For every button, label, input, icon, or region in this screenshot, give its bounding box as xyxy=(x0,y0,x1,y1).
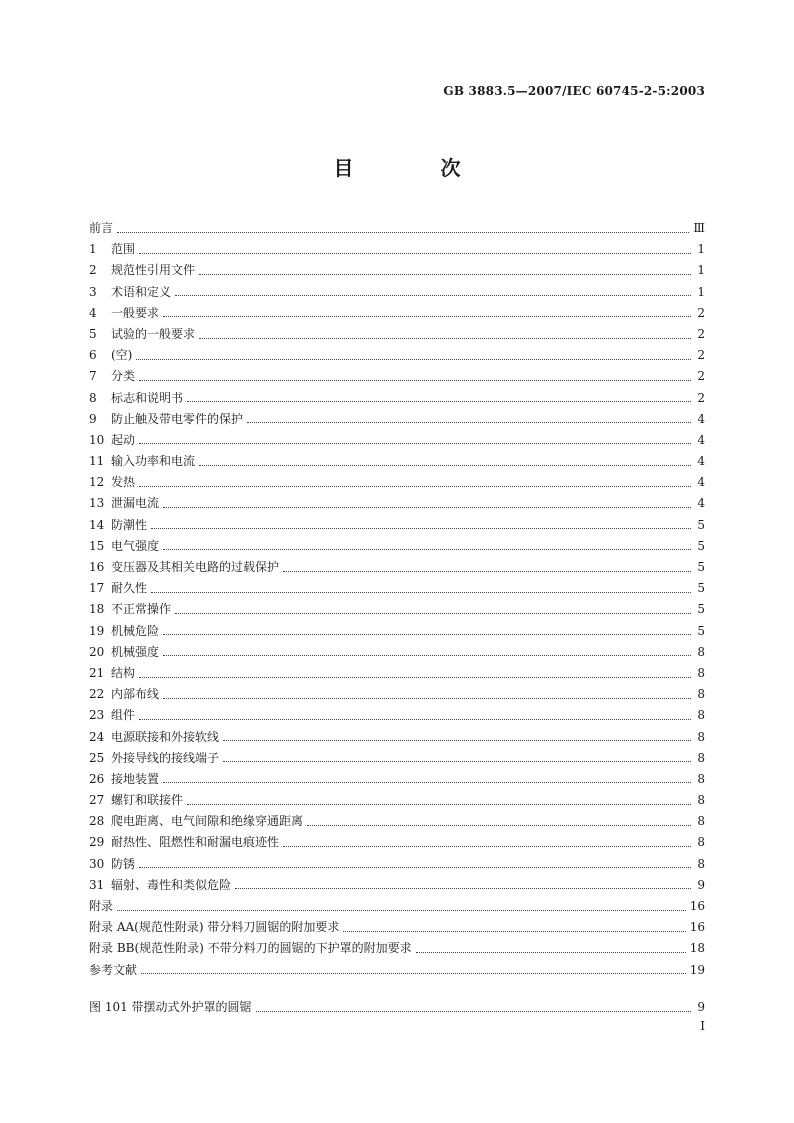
toc-entry[interactable] xyxy=(89,260,705,281)
toc-entry[interactable] xyxy=(89,875,705,896)
toc-entry-page: 18 xyxy=(689,941,705,956)
toc-entry[interactable] xyxy=(89,451,705,472)
toc-entry-title: 防锈 xyxy=(111,856,136,871)
toc-entry-number: 8 xyxy=(89,390,97,405)
toc-entry-title: 组件 xyxy=(111,708,136,723)
toc-entry-title: 附录 xyxy=(89,899,114,913)
toc-entry-title: 内部布线 xyxy=(111,687,160,702)
toc-entry[interactable] xyxy=(89,303,705,324)
dot-leader xyxy=(139,252,691,254)
toc-entry-page: 2 xyxy=(697,326,705,341)
toc-entry[interactable] xyxy=(89,960,705,981)
toc-entry-title: 不正常操作 xyxy=(111,602,172,617)
toc-entry[interactable] xyxy=(89,599,705,620)
toc-entry-title: 标志和说明书 xyxy=(111,390,184,405)
dot-leader xyxy=(175,612,691,614)
dot-leader xyxy=(117,231,689,233)
toc-entry-page: 8 xyxy=(697,793,705,808)
toc-entry-title: 辐射、毒性和类似危险 xyxy=(111,877,232,892)
toc-entry-number: 23 xyxy=(89,708,105,723)
dot-leader xyxy=(139,442,691,444)
toc-entry[interactable] xyxy=(89,854,705,875)
dot-leader xyxy=(163,654,691,656)
toc-entry-title: 发热 xyxy=(111,475,136,490)
toc-entry[interactable] xyxy=(89,997,705,1018)
toc-entry[interactable] xyxy=(89,832,705,853)
toc-entry[interactable] xyxy=(89,896,705,917)
dot-leader xyxy=(187,803,691,805)
toc-entry[interactable] xyxy=(89,769,705,790)
page-number: I xyxy=(700,1019,705,1033)
toc-entry-page: 8 xyxy=(697,665,705,680)
page-title: 目 次 xyxy=(333,156,501,180)
toc-entry-number: 3 xyxy=(89,284,97,299)
toc-entry-title: 耐热性、阻燃性和耐漏电痕迹性 xyxy=(111,835,280,850)
dot-leader xyxy=(343,930,685,932)
toc-entry-number: 15 xyxy=(89,538,105,553)
toc-entry-title: 泄漏电流 xyxy=(111,496,160,511)
toc-entry-title: 试验的一般要求 xyxy=(111,326,196,341)
table-of-contents xyxy=(89,218,705,981)
toc-entry-page: Ⅲ xyxy=(693,221,705,235)
toc-entry[interactable] xyxy=(89,366,705,387)
toc-entry[interactable] xyxy=(89,705,705,726)
toc-entry-page: 9 xyxy=(697,877,705,892)
toc-entry-page: 8 xyxy=(697,856,705,871)
toc-entry-title: 图 101 带摆动式外护罩的圆锯 xyxy=(89,1000,252,1014)
toc-entry-page: 5 xyxy=(697,602,705,617)
toc-entry-page: 2 xyxy=(697,305,705,320)
toc-entry[interactable] xyxy=(89,790,705,811)
toc-entry-number: 6 xyxy=(89,348,97,363)
toc-entry-page: 16 xyxy=(689,920,705,935)
dot-leader xyxy=(117,909,686,911)
dot-leader xyxy=(175,294,691,296)
toc-entry-number: 25 xyxy=(89,750,105,765)
toc-entry-title: 防潮性 xyxy=(111,517,148,532)
toc-entry-page: 1 xyxy=(697,242,705,257)
toc-entry-page: 5 xyxy=(697,538,705,553)
dot-leader xyxy=(307,824,691,826)
dot-leader xyxy=(223,739,691,741)
dot-leader xyxy=(187,400,691,402)
toc-entry[interactable] xyxy=(89,917,705,938)
toc-entry-page: 4 xyxy=(697,475,705,490)
toc-entry-page: 1 xyxy=(697,263,705,278)
dot-leader xyxy=(163,315,691,317)
toc-entry-page: 2 xyxy=(697,390,705,405)
dot-leader xyxy=(256,1010,691,1012)
toc-entry-number: 13 xyxy=(89,496,105,511)
dot-leader xyxy=(151,591,691,593)
toc-entry-number: 19 xyxy=(89,623,105,638)
toc-entry-title: (空) xyxy=(111,348,133,363)
toc-entry-page: 4 xyxy=(697,432,705,447)
toc-entry-number: 26 xyxy=(89,771,105,786)
dot-leader xyxy=(163,781,691,783)
toc-entry[interactable] xyxy=(89,218,705,239)
toc-entry[interactable] xyxy=(89,430,705,451)
toc-entry-title: 电源联接和外接软线 xyxy=(111,729,220,744)
toc-entry-number: 20 xyxy=(89,644,105,659)
toc-entry-number: 14 xyxy=(89,517,105,532)
toc-entry[interactable] xyxy=(89,557,705,578)
dot-leader xyxy=(163,633,691,635)
toc-entry-title: 螺钉和联接件 xyxy=(111,793,184,808)
toc-entry[interactable] xyxy=(89,493,705,514)
dot-leader xyxy=(139,485,691,487)
toc-entry-page: 5 xyxy=(697,581,705,596)
toc-entry-page: 2 xyxy=(697,348,705,363)
toc-entry-number: 2 xyxy=(89,263,97,278)
toc-entry-page: 5 xyxy=(697,623,705,638)
toc-entry-page: 8 xyxy=(697,750,705,765)
toc-entry-page: 19 xyxy=(689,962,705,977)
dot-leader xyxy=(223,760,691,762)
toc-entry-page: 8 xyxy=(697,729,705,744)
toc-entry-title: 输入功率和电流 xyxy=(111,454,196,469)
toc-entry-number: 7 xyxy=(89,369,97,384)
toc-entry-page: 8 xyxy=(697,708,705,723)
dot-leader xyxy=(199,273,691,275)
toc-entry[interactable] xyxy=(89,345,705,366)
toc-entry[interactable] xyxy=(89,472,705,493)
toc-entry[interactable] xyxy=(89,684,705,705)
toc-entry-page: 9 xyxy=(697,1000,705,1014)
toc-entry-number: 22 xyxy=(89,687,105,702)
toc-entry[interactable] xyxy=(89,239,705,260)
toc-entry-number: 27 xyxy=(89,793,105,808)
toc-entry-title: 电气强度 xyxy=(111,538,160,553)
dot-leader xyxy=(199,337,691,339)
dot-leader xyxy=(283,570,691,572)
toc-entry[interactable] xyxy=(89,748,705,769)
toc-entry[interactable] xyxy=(89,515,705,536)
dot-leader xyxy=(235,887,691,889)
list-of-figures xyxy=(89,997,705,1018)
toc-entry-number: 1 xyxy=(89,242,97,257)
dot-leader xyxy=(139,866,691,868)
dot-leader xyxy=(163,697,691,699)
toc-entry-title: 术语和定义 xyxy=(111,284,172,299)
toc-entry-title: 前言 xyxy=(89,221,114,235)
dot-leader xyxy=(151,527,691,529)
toc-entry-number: 10 xyxy=(89,432,105,447)
toc-entry-page: 1 xyxy=(697,284,705,299)
toc-entry-page: 5 xyxy=(697,560,705,574)
toc-entry-number: 30 xyxy=(89,856,105,871)
toc-entry-number: 4 xyxy=(89,305,97,320)
toc-entry-title: 起动 xyxy=(111,432,136,447)
toc-entry-title: 参考文献 xyxy=(89,962,138,977)
dot-leader xyxy=(139,676,691,678)
toc-entry-number: 11 xyxy=(89,454,105,469)
toc-entry-page: 16 xyxy=(689,899,705,913)
toc-entry[interactable] xyxy=(89,938,705,959)
toc-entry[interactable] xyxy=(89,282,705,303)
toc-entry-title: 附录 BB(规范性附录) 不带分料刀的圆锯的下护罩的附加要求 xyxy=(89,941,412,956)
dot-leader xyxy=(141,972,686,974)
toc-entry-title: 机械危险 xyxy=(111,623,160,638)
toc-entry[interactable] xyxy=(89,727,705,748)
toc-entry-page: 4 xyxy=(697,496,705,511)
toc-entry-page: 8 xyxy=(697,771,705,786)
toc-entry-title: 分类 xyxy=(111,369,136,384)
toc-entry-page: 4 xyxy=(697,454,705,469)
toc-entry-number: 29 xyxy=(89,835,105,850)
dot-leader xyxy=(283,845,691,847)
toc-entry-page: 8 xyxy=(697,644,705,659)
toc-entry[interactable] xyxy=(89,578,705,599)
toc-entry-title: 规范性引用文件 xyxy=(111,263,196,278)
toc-entry-number: 31 xyxy=(89,877,105,892)
toc-entry-number: 16 xyxy=(89,560,105,574)
toc-entry-title: 外接导线的接线端子 xyxy=(111,750,220,765)
toc-entry[interactable] xyxy=(89,536,705,557)
standard-number-header: GB 3883.5—2007/IEC 60745-2-5:2003 xyxy=(443,84,705,98)
toc-entry-page: 8 xyxy=(697,687,705,702)
dot-leader xyxy=(163,506,691,508)
toc-entry[interactable] xyxy=(89,663,705,684)
dot-leader xyxy=(163,548,691,550)
toc-entry[interactable] xyxy=(89,388,705,409)
toc-entry-number: 17 xyxy=(89,581,105,596)
toc-entry-title: 结构 xyxy=(111,665,136,680)
toc-entry[interactable] xyxy=(89,642,705,663)
toc-entry-title: 耐久性 xyxy=(111,581,148,596)
toc-entry-page: 4 xyxy=(697,411,705,426)
toc-entry-number: 5 xyxy=(89,326,97,341)
dot-leader xyxy=(199,464,691,466)
toc-entry-number: 18 xyxy=(89,602,105,617)
dot-leader xyxy=(247,421,691,423)
toc-entry-title: 范围 xyxy=(111,242,136,257)
toc-entry-title: 爬电距离、电气间隙和绝缘穿通距离 xyxy=(111,814,304,829)
toc-entry-page: 5 xyxy=(697,517,705,532)
dot-leader xyxy=(136,358,691,360)
toc-entry-number: 24 xyxy=(89,729,105,744)
dot-leader xyxy=(139,379,691,381)
toc-entry-number: 9 xyxy=(89,411,97,426)
toc-entry-number: 28 xyxy=(89,814,105,829)
toc-entry-number: 21 xyxy=(89,665,105,680)
toc-entry[interactable] xyxy=(89,324,705,345)
toc-entry-title: 防止触及带电零件的保护 xyxy=(111,411,244,426)
toc-entry-title: 变压器及其相关电路的过载保护 xyxy=(111,560,280,574)
toc-entry-page: 8 xyxy=(697,835,705,850)
toc-entry-title: 接地装置 xyxy=(111,771,160,786)
toc-entry[interactable] xyxy=(89,409,705,430)
dot-leader xyxy=(139,718,691,720)
toc-entry[interactable] xyxy=(89,811,705,832)
toc-entry-title: 机械强度 xyxy=(111,644,160,659)
toc-entry-page: 8 xyxy=(697,814,705,829)
dot-leader xyxy=(416,951,686,953)
toc-entry-page: 2 xyxy=(697,369,705,384)
toc-entry-title: 附录 AA(规范性附录) 带分料刀圆锯的附加要求 xyxy=(89,920,340,935)
toc-entry-title: 一般要求 xyxy=(111,305,160,320)
toc-entry[interactable] xyxy=(89,621,705,642)
toc-entry-number: 12 xyxy=(89,475,105,490)
